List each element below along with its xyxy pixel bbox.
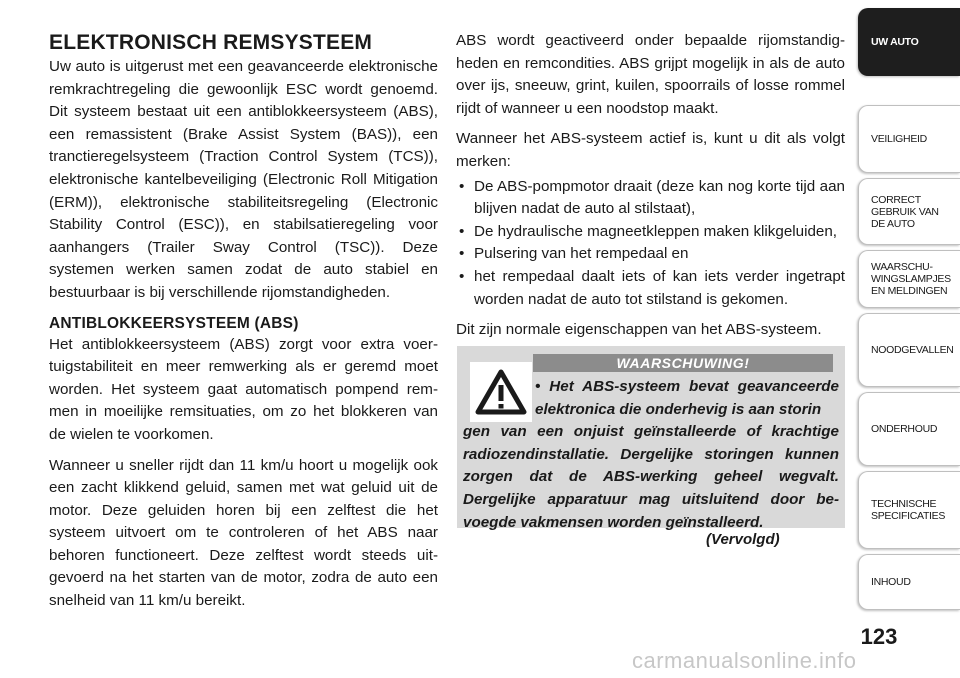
notice-paragraph: Wanneer het ABS-systeem actief is, kunt u dit als volgt merken: bbox=[456, 130, 845, 170]
selftest-paragraph: Wanneer u sneller rijdt dan 11 km/u hoort u mogelijk ook een zacht klikkend geluid, samen met wat geluid uit de motor. Deze geluiden horen bij een zelftest die het systeem uitvoert om te controleren of het ABS naar behoren functioneert. Deze zelftest wordt steeds uitgevoerd na het starten van de motor, zodra de auto een snelheid van 11 km/u bereikt. bbox=[49, 456, 438, 610]
tab-technische-specificaties[interactable]: TECHNISCHE SPECIFICATIES bbox=[858, 471, 960, 549]
activation-paragraph: ABS wordt geactiveerd onder bepaalde rijomstandigheden en remcondities. ABS grijpt mogelijk in als de auto over ijs, sneeuw, grint, kuilen, spoorrails of losse rommel rijdt of wanneer u een noodstop maakt. bbox=[456, 32, 845, 117]
list-item: • Pulsering van het rempedaal en bbox=[456, 243, 845, 266]
left-column bbox=[49, 30, 438, 621]
abs-subtitle: ANTIBLOKKEERSYSTEEM (ABS) bbox=[49, 314, 299, 332]
warning-title: WAARSCHUWING! bbox=[533, 354, 833, 372]
section-title: ELEKTRONISCH REMSYSTEEM bbox=[49, 31, 373, 54]
tab-noodgevallen[interactable]: NOODGEVALLEN bbox=[858, 313, 960, 387]
abs-paragraph: Het antiblokkeersysteem (ABS) zorgt voor extra voertuigstabiliteit en meer remwerking als er geremd moet worden. Het systeem gaat automatisch pompend remmen in moeilijke remsituaties, om zo het blokkeren van de wielen te voorkomen. bbox=[49, 335, 438, 443]
warning-rest: gen van een onjuist geïnstalleerde of krachtige radiozendinstallatie. Dergelijke storingen kunnen zorgen dat de ABS-werking geheel wegvalt. Dergelijke apparatuur mag uitsluitend door bevoegde vakmensen worden geïnstalleerd. bbox=[463, 423, 839, 531]
abs-symptom-list bbox=[456, 176, 845, 312]
warning-text bbox=[463, 376, 839, 534]
list-item: • het rempedaal daalt iets of kan iets verder ingetrapt worden nadat de auto tot stilstand is gekomen. bbox=[456, 266, 845, 311]
watermark: carmanualsonline.info bbox=[632, 648, 857, 673]
page-number: 123 bbox=[860, 624, 898, 649]
tab-onderhoud[interactable]: ONDERHOUD bbox=[858, 392, 960, 466]
warning-first-line: • Het ABS-systeem bevat geavanceerde elektronica die onderhevig is aan storin bbox=[535, 378, 839, 418]
list-item: • De hydraulische magneetkleppen maken klikgeluiden, bbox=[456, 221, 845, 244]
warning-box bbox=[457, 346, 845, 531]
tab-uw-auto[interactable]: UW AUTO bbox=[858, 8, 960, 76]
tab-veiligheid[interactable]: VEILIGHEID bbox=[858, 105, 960, 173]
right-column bbox=[456, 30, 845, 350]
tab-waarschuwingslampjes[interactable]: WAARSCHU- WINGSLAMPJES EN MELDINGEN bbox=[858, 250, 960, 308]
list-item: • De ABS-pompmotor draait (deze kan nog korte tijd aan blijven nadat de auto al stilstaat), bbox=[456, 176, 845, 221]
intro-paragraph: Uw auto is uitgerust met een geavanceerde elektronische remkrachtregeling die gewoonlijk ESC wordt genoemd. Dit systeem bestaat uit een antiblokkeersysteem (ABS), een remassistent (Brake Assist System (BAS)), een tranctieregelsysteem (Traction Control System (TCS)), elektronische kantelbeveiliging (Electronic Roll Mitigation (ERM)), elektronische stabiliteitsregeling (Electronic Stability Control (ESC)), en stabilsatieregeling voor aanhangers (Trailer Sway Control (TSC)). Deze systemen werken samen zodat de auto stabiel en bestuurbaar is bij verschillende rijomstandigheden. bbox=[49, 58, 438, 301]
continued-label: (Vervolgd) bbox=[706, 531, 780, 548]
normal-paragraph: Dit zijn normale eigenschappen van het ABS-systeem. bbox=[456, 321, 822, 339]
tab-correct-gebruik[interactable]: CORRECT GEBRUIK VAN DE AUTO bbox=[858, 178, 960, 245]
tab-inhoud[interactable]: INHOUD bbox=[858, 554, 960, 610]
